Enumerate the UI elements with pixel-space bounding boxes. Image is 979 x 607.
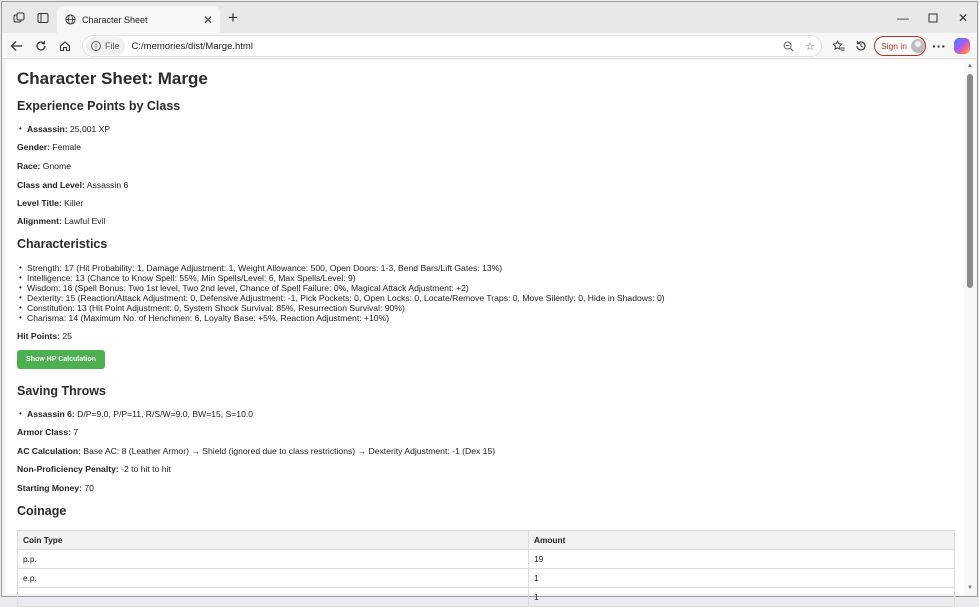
amount-cell: 19 bbox=[529, 550, 955, 569]
coinage-table bbox=[17, 530, 955, 607]
scroll-up-icon[interactable]: ▲ bbox=[967, 63, 973, 69]
table-header-row bbox=[18, 531, 955, 550]
characteristic-charisma: • Charisma: 14 (Maximum No. of Henchmen: 6, Loyalty Base: +5%, Reaction Adjustment: +10%) bbox=[17, 313, 389, 323]
more-options-icon[interactable]: ··· bbox=[932, 38, 946, 54]
saving-throws-heading: Saving Throws bbox=[17, 384, 106, 398]
characteristic-dexterity: • Dexterity: 15 (Reaction/Attack Adjustment: 0, Defensive Adjustment: -1, Pick Pockets: 0, Open Locks: 0, Locate/Remove Traps: 0, Move Silently: 0, Hide in Shadows: 0) bbox=[17, 293, 665, 303]
globe-icon bbox=[65, 14, 76, 25]
starting-money-line: Starting Money: 70 bbox=[17, 483, 94, 493]
ac-calculation-line: AC Calculation: Base AC: 8 (Leather Armor) → Shield (ignored due to class restrictions) → Dexterity Adjustment: -1 (Dex 15) bbox=[17, 446, 496, 456]
browser-toolbar bbox=[2, 33, 977, 59]
sign-in-label: Sign in bbox=[881, 41, 907, 51]
history-icon[interactable] bbox=[851, 36, 871, 56]
close-tab-icon[interactable]: ✕ bbox=[202, 12, 214, 27]
characteristic-constitution: • Constitution: 13 (Hit Point Adjustment: 0, System Shock Survival: 85%, Resurrection Survival: 90%) bbox=[17, 303, 405, 313]
table-row bbox=[18, 588, 955, 607]
browser-window bbox=[1, 1, 978, 602]
tab-strip bbox=[2, 2, 977, 33]
table-row bbox=[18, 569, 955, 588]
tab-character-sheet[interactable] bbox=[57, 6, 220, 33]
site-info-chip[interactable] bbox=[86, 37, 125, 55]
scroll-down-icon[interactable]: ▼ bbox=[967, 585, 973, 591]
coin-type-cell bbox=[18, 588, 529, 607]
page-title: Character Sheet: Marge bbox=[17, 69, 208, 88]
favorites-icon[interactable] bbox=[828, 36, 848, 56]
avatar-icon bbox=[911, 39, 925, 53]
coin-type-cell: e.p. bbox=[18, 569, 529, 588]
xp-item: • Assassin: 25,001 XP bbox=[17, 124, 110, 134]
armor-class-line: Armor Class: 7 bbox=[17, 427, 79, 437]
class-level-line: Class and Level: Assassin 6 bbox=[17, 180, 129, 190]
characteristic-strength: • Strength: 17 (Hit Probability: 1, Damage Adjustment: 1, Weight Allowance: 500, Open Doors: 1-3, Bend Bars/Lift Gates: 13%) bbox=[17, 263, 502, 273]
file-label: File bbox=[105, 41, 120, 51]
coinage-heading: Coinage bbox=[17, 504, 67, 518]
saving-throw-item: • Assassin 6: D/P=9.0, P/P=11, R/S/W=9.0, BW=15, S=10.0 bbox=[17, 409, 253, 419]
refresh-icon[interactable] bbox=[31, 36, 51, 56]
copilot-icon[interactable] bbox=[954, 38, 970, 54]
back-icon[interactable] bbox=[6, 36, 26, 56]
page-viewport bbox=[6, 60, 964, 602]
race-line: Race: Gnome bbox=[17, 161, 71, 171]
zoom-icon[interactable] bbox=[777, 37, 799, 55]
hit-points-line: Hit Points: 25 bbox=[17, 331, 72, 341]
characteristic-intelligence: • Intelligence: 13 (Chance to Know Spell: 55%, Min Spells/Level: 6, Max Spells/Level: 9) bbox=[17, 273, 356, 283]
characteristic-wisdom: • Wisdom: 16 (Spell Bonus: Two 1st level, Two 2nd level, Chance of Spell Failure: 0%, Magical Attack Adjustment: +2) bbox=[17, 283, 469, 293]
tab-actions-icon[interactable] bbox=[32, 8, 54, 28]
info-icon: i bbox=[91, 41, 101, 51]
sign-in-button[interactable] bbox=[874, 36, 926, 56]
table-row bbox=[18, 550, 955, 569]
workspaces-icon[interactable] bbox=[8, 8, 30, 28]
maximize-icon[interactable] bbox=[918, 8, 948, 28]
coin-type-cell: p.p. bbox=[18, 550, 529, 569]
new-tab-icon[interactable]: + bbox=[228, 8, 238, 27]
address-bar[interactable] bbox=[82, 35, 822, 57]
characteristics-heading: Characteristics bbox=[17, 237, 108, 251]
amount-cell: 1 bbox=[529, 588, 955, 607]
xp-heading: Experience Points by Class bbox=[17, 99, 181, 113]
column-header-coin-type: Coin Type bbox=[18, 531, 529, 550]
minimize-icon[interactable]: — bbox=[897, 11, 909, 25]
show-hp-calculation-button[interactable]: Show HP Calculation bbox=[17, 350, 105, 369]
tab-title: Character Sheet bbox=[82, 14, 148, 25]
gender-line: Gender: Female bbox=[17, 142, 81, 152]
favorite-star-icon[interactable]: ☆ bbox=[805, 40, 815, 53]
alignment-line: Alignment: Lawful Evil bbox=[17, 216, 106, 226]
level-title-line: Level Title: Killer bbox=[17, 198, 84, 208]
scrollbar-thumb[interactable] bbox=[967, 74, 973, 288]
home-icon[interactable] bbox=[55, 36, 75, 56]
vertical-scrollbar[interactable] bbox=[964, 60, 976, 594]
column-header-amount: Amount bbox=[529, 531, 955, 550]
url-text[interactable]: C:/memories/dist/Marge.html bbox=[131, 40, 253, 52]
non-proficiency-line: Non-Proficiency Penalty: -2 to hit to hit bbox=[17, 464, 171, 474]
amount-cell: 1 bbox=[529, 569, 955, 588]
close-window-icon[interactable]: ✕ bbox=[957, 11, 969, 25]
